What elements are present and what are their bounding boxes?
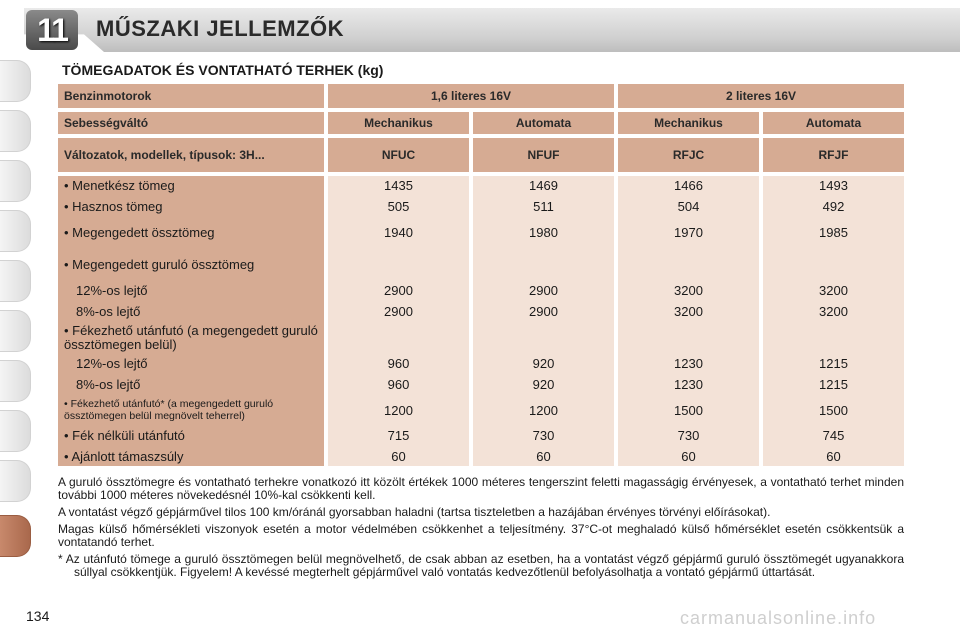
- cell-value: 1980: [529, 225, 558, 240]
- gearbox-cell: Automata: [473, 112, 614, 134]
- cell-value: 1469: [529, 178, 558, 193]
- row-label: 8%-os lejtő: [76, 304, 141, 319]
- cell-value: 1500: [674, 403, 703, 418]
- row-label: • Hasznos tömeg: [64, 199, 163, 214]
- row-label: • Fékezhető utánfutó (a megengedett guruló össztömegen belül): [64, 323, 318, 352]
- cell-value: 3200: [819, 304, 848, 319]
- cell-value: 3200: [674, 304, 703, 319]
- variant-code: RFJF: [763, 138, 904, 172]
- cell-value: 1215: [819, 377, 848, 392]
- cell-value: 1435: [384, 178, 413, 193]
- note-asterisk: * Az utánfutó tömege a guruló össztömegen belül megnövelhető, de csak abban az esetben, ha a vontatást végző gépjármű guruló össztömegét ugyanakkora súllyal csökkentjük. Figyelem! A kevéssé megterhelt gépjárművel való vontatás kedvezőtlenül befolyásolhatja a vontató gépjármű úttartását.: [58, 552, 904, 579]
- watermark: carmanualsonline.info: [680, 608, 877, 628]
- row-label: • Fék nélküli utánfutó: [64, 428, 185, 443]
- engine-1-6: 1,6 literes 16V: [328, 84, 614, 108]
- values-column-nfuc: [328, 176, 469, 466]
- note-paragraph: Magas külső hőmérsékleti viszonyok esetén a motor védelmében csökkenhet a teljesítmény. 37°C-ot meghaladó külső hőmérséklet esetén csökkentsük a vontatandó terhet.: [58, 522, 904, 549]
- cell-value: 60: [826, 449, 841, 464]
- chapter-tab-active[interactable]: [0, 515, 31, 557]
- cell-value: 1215: [819, 356, 848, 371]
- cell-value: 1970: [674, 225, 703, 240]
- cell-value: 920: [532, 377, 555, 392]
- chapter-tab[interactable]: [0, 110, 31, 152]
- chapter-tab[interactable]: [0, 260, 31, 302]
- chapter-tab[interactable]: [0, 310, 31, 352]
- cell-value: 960: [387, 377, 410, 392]
- variants-row: [58, 138, 904, 172]
- page-title: MŰSZAKI JELLEMZŐK: [96, 16, 345, 41]
- row-labels-column: [58, 176, 324, 466]
- chapter-tab[interactable]: [0, 160, 31, 202]
- chapter-tabs: [0, 20, 36, 620]
- gearbox-row: [58, 112, 904, 134]
- cell-value: 1200: [529, 403, 558, 418]
- section-title: TÖMEGADATOK ÉS VONTATHATÓ TERHEK (kg): [62, 62, 384, 78]
- cell-value: 3200: [674, 283, 703, 298]
- cell-value: 730: [532, 428, 555, 443]
- cell-value: 1230: [674, 377, 703, 392]
- chapter-tab[interactable]: [0, 410, 31, 452]
- row-label: • Fékezhető utánfutó* (a megengedett guruló össztömegen belül megnövelt teherrel): [64, 398, 274, 422]
- chapter-tab[interactable]: [0, 210, 31, 252]
- weights-table: [58, 84, 904, 466]
- cell-value: 745: [822, 428, 845, 443]
- gearbox-cell: Automata: [763, 112, 904, 134]
- row-label: 8%-os lejtő: [76, 377, 141, 392]
- chapter-number-badge: 11: [26, 10, 78, 50]
- cell-value: 60: [681, 449, 696, 464]
- page-number: 134: [26, 608, 50, 624]
- cell-value: 3200: [819, 283, 848, 298]
- cell-value: 2900: [384, 304, 413, 319]
- cell-value: 1200: [384, 403, 413, 418]
- cell-value: 1493: [819, 178, 848, 193]
- cell-value: 492: [822, 199, 845, 214]
- cell-value: 1985: [819, 225, 848, 240]
- row-label: 12%-os lejtő: [76, 356, 148, 371]
- gearbox-cell: Mechanikus: [328, 112, 469, 134]
- cell-value: 1466: [674, 178, 703, 193]
- variant-code: NFUF: [473, 138, 614, 172]
- cell-value: 2900: [384, 283, 413, 298]
- cell-value: 60: [536, 449, 551, 464]
- chapter-tab[interactable]: [0, 360, 31, 402]
- cell-value: 960: [387, 356, 410, 371]
- cell-value: 1230: [674, 356, 703, 371]
- cell-value: 2900: [529, 283, 558, 298]
- values-column-nfuf: [473, 176, 614, 466]
- table-body: [58, 176, 904, 466]
- cell-value: 1940: [384, 225, 413, 240]
- row-label: • Megengedett össztömeg: [64, 225, 215, 240]
- cell-value: 504: [677, 199, 700, 214]
- footnotes: [58, 476, 904, 583]
- note-paragraph: A vontatást végző gépjárművel tilos 100 km/óránál gyorsabban haladni (tartsa tiszteletben a hazájában érvényes törvényi előírásokat).: [58, 505, 771, 519]
- cell-value: 715: [387, 428, 410, 443]
- engine-label: Benzinmotorok: [58, 84, 324, 108]
- values-column-rfjf: [763, 176, 904, 466]
- cell-value: 511: [533, 199, 554, 214]
- variants-label: Változatok, modellek, típusok: 3H...: [58, 138, 324, 172]
- cell-value: 1500: [819, 403, 848, 418]
- values-column-rfjc: [618, 176, 759, 466]
- engine-row: [58, 84, 904, 108]
- engine-2-0: 2 literes 16V: [618, 84, 904, 108]
- cell-value: 920: [532, 356, 555, 371]
- gearbox-label: Sebességváltó: [58, 112, 324, 134]
- note-paragraph: A guruló össztömegre és vontatható terhekre vonatkozó itt közölt értékek 1000 méteres tengerszint feletti magasságig érvényesek, a vontatható terhet minden további 1000 méteres növekedésnél 10%-kal csökkenti kell.: [58, 475, 904, 502]
- row-label: • Ajánlott támaszsúly: [64, 449, 184, 464]
- variant-code: RFJC: [618, 138, 759, 172]
- chapter-tab[interactable]: [0, 460, 31, 502]
- variant-code: NFUC: [328, 138, 469, 172]
- cell-value: 60: [391, 449, 406, 464]
- gearbox-cell: Mechanikus: [618, 112, 759, 134]
- row-label: • Megengedett guruló össztömeg: [64, 257, 255, 272]
- cell-value: 505: [387, 199, 410, 214]
- cell-value: 730: [677, 428, 700, 443]
- row-label: • Menetkész tömeg: [64, 178, 175, 193]
- row-label: 12%-os lejtő: [76, 283, 148, 298]
- cell-value: 2900: [529, 304, 558, 319]
- chapter-tab[interactable]: [0, 60, 31, 102]
